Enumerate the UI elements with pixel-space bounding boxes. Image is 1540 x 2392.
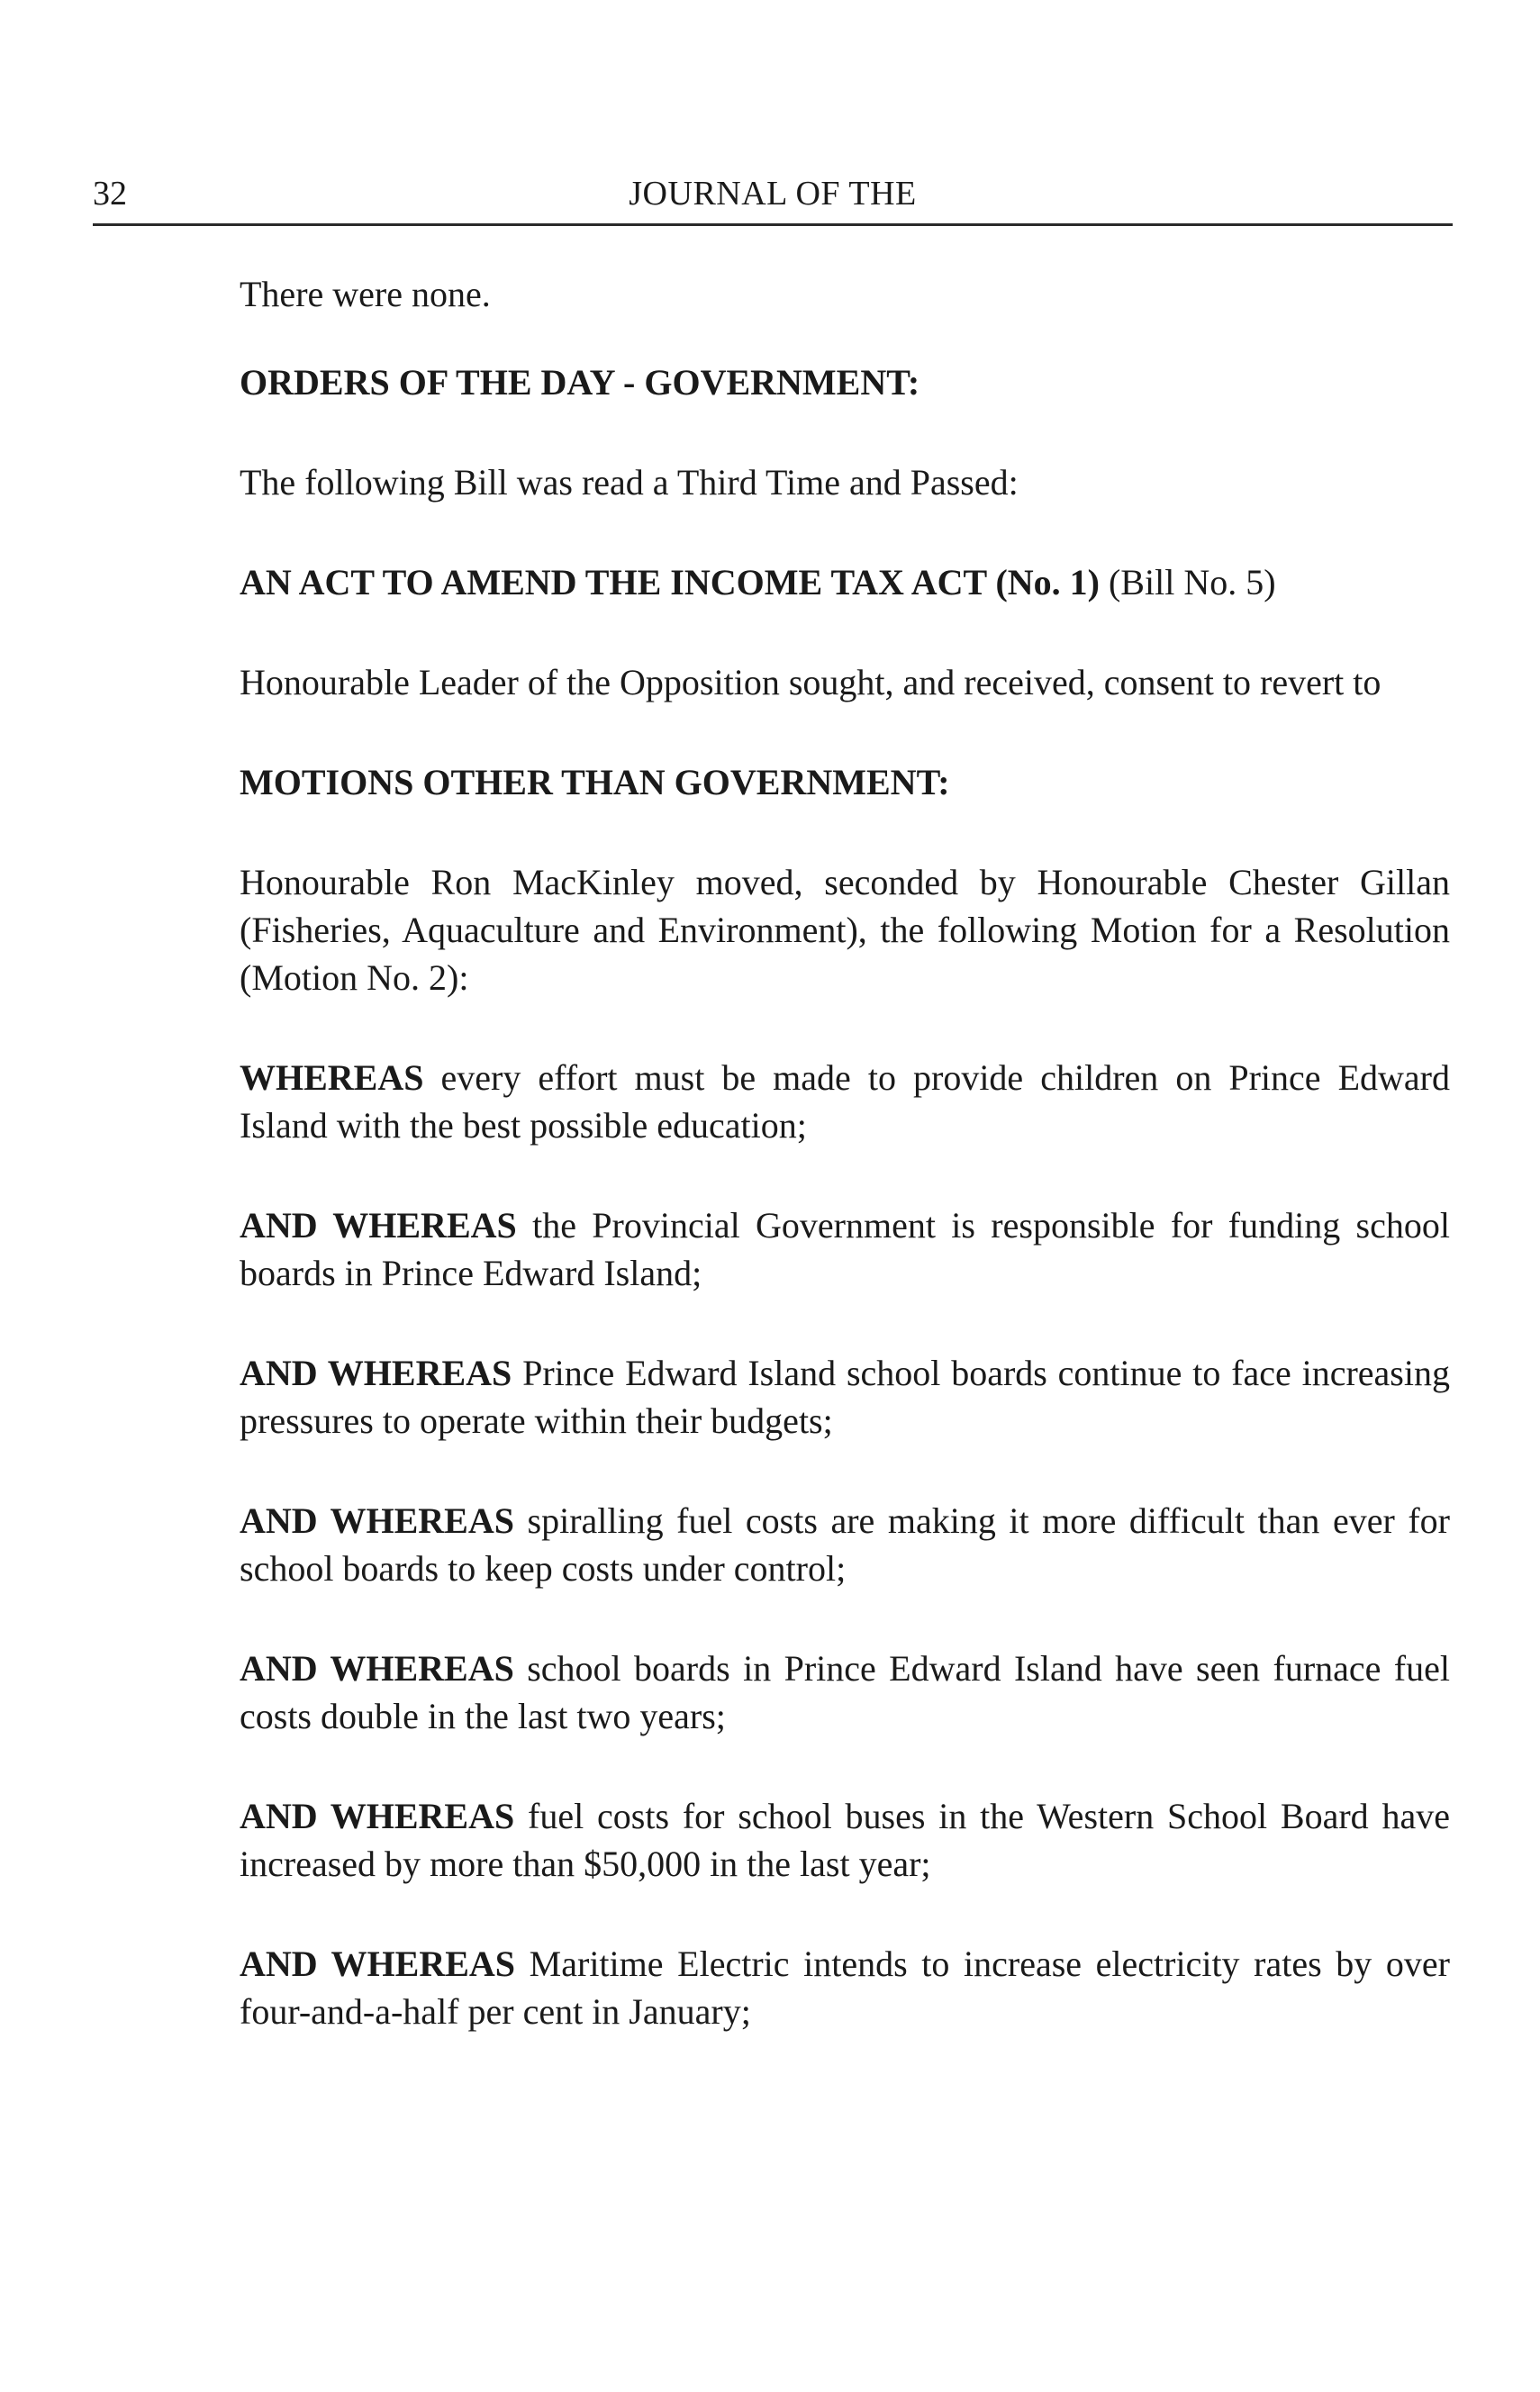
whereas-lead: AND WHEREAS [240,1648,514,1689]
whereas-text: Maritime Electric intends to increase electricity rates by over four-and-a-half per cent in January; [240,1944,1450,2032]
whereas-lead: AND WHEREAS [240,1796,515,1836]
act-bill-number: (Bill No. 5) [1099,562,1276,603]
whereas-text: the Provincial Government is responsible for funding school boards in Prince Edward Island; [240,1205,1450,1293]
whereas-clause-1 [240,1054,1450,1149]
whereas-clause-4 [240,1497,1450,1592]
act-title: AN ACT TO AMEND THE INCOME TAX ACT (No. 1) [240,562,1100,603]
whereas-clause-3 [240,1349,1450,1445]
page-number: 32 [93,175,127,213]
heading-orders-of-the-day: ORDERS OF THE DAY - GOVERNMENT: [240,362,920,403]
journal-title: JOURNAL OF THE [629,175,917,213]
whereas-lead: AND WHEREAS [240,1205,517,1246]
page-body [240,270,1450,2035]
paragraph-there-were-none: There were none. [240,274,491,314]
whereas-text: spiralling fuel costs are making it more difficult than ever for school boards to keep costs under control; [240,1500,1450,1589]
whereas-clause-2 [240,1201,1450,1297]
paragraph-leader-consent: Honourable Leader of the Opposition sought, and received, consent to revert to [240,662,1381,702]
whereas-clause-7 [240,1940,1450,2035]
whereas-text: fuel costs for school buses in the Western School Board have increased by more than $50,000 in the last year; [240,1796,1450,1884]
whereas-lead: AND WHEREAS [240,1353,512,1393]
whereas-lead: WHEREAS [240,1057,424,1098]
page-header [93,171,1453,226]
whereas-clause-5 [240,1644,1450,1740]
heading-motions-other-than-government: MOTIONS OTHER THAN GOVERNMENT: [240,762,950,802]
paragraph-motion-moved: Honourable Ron MacKinley moved, seconded by Honourable Chester Gillan (Fisheries, Aquaculture and Environment), the following Motion for a Resolution (Motion No. 2): [240,862,1450,998]
whereas-text: Prince Edward Island school boards continue to face increasing pressures to operate within their budgets; [240,1353,1450,1441]
whereas-lead: AND WHEREAS [240,1944,516,1984]
whereas-clause-6 [240,1792,1450,1888]
whereas-text: school boards in Prince Edward Island have seen furnace fuel costs double in the last two years; [240,1648,1450,1736]
whereas-text: every effort must be made to provide children on Prince Edward Island with the best possible education; [240,1057,1450,1146]
act-line [240,558,1450,606]
whereas-lead: AND WHEREAS [240,1500,514,1541]
paragraph-bill-read: The following Bill was read a Third Time and Passed: [240,462,1019,503]
